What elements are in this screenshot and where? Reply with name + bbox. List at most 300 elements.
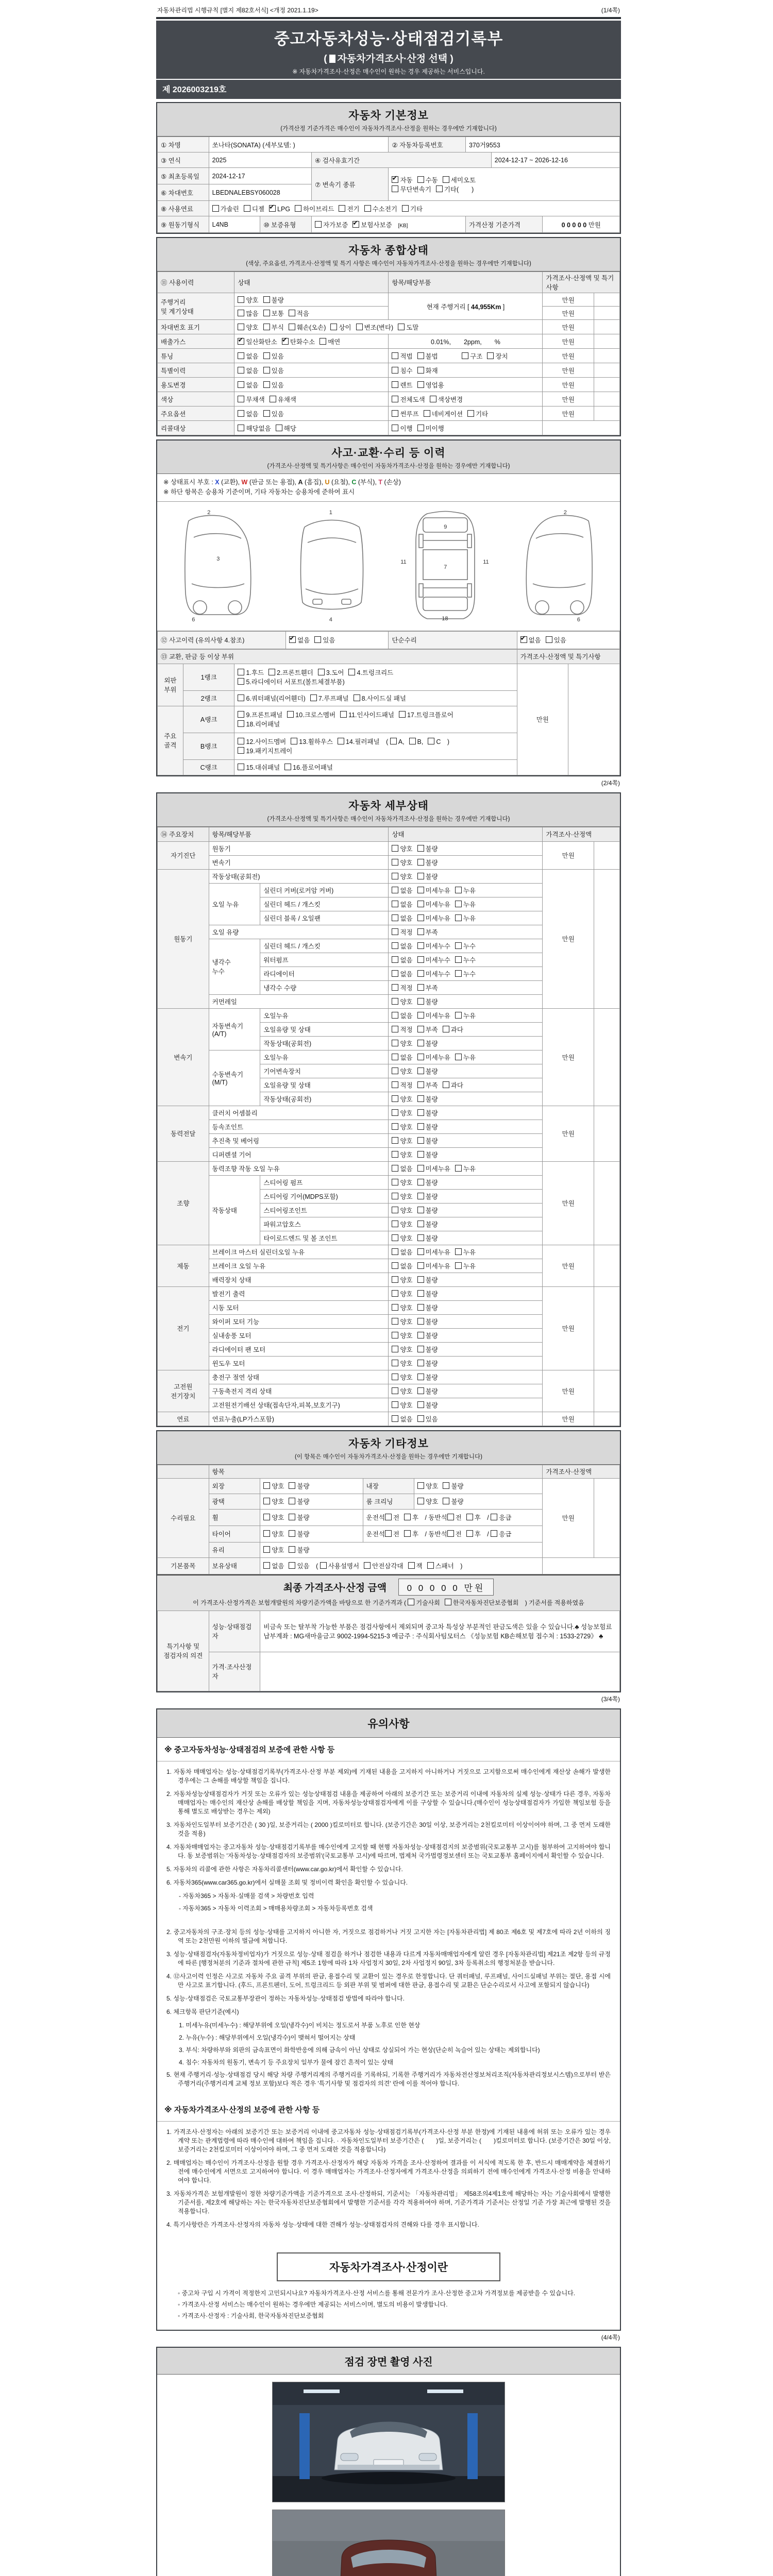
unchecked-box-icon[interactable]: [392, 887, 398, 893]
unchecked-box-icon[interactable]: [320, 1562, 327, 1569]
checkbox-무단변속기[interactable]: 무단변속기: [392, 184, 431, 194]
checkbox-있음[interactable]: 있음: [263, 351, 284, 361]
checkbox-자동[interactable]: ✔자동: [392, 175, 412, 184]
checkbox-누유[interactable]: 누유: [455, 900, 476, 909]
unchecked-box-icon[interactable]: [392, 367, 398, 374]
checkbox-양호[interactable]: 양호: [392, 1150, 412, 1159]
unchecked-box-icon[interactable]: [392, 1193, 398, 1199]
unchecked-box-icon[interactable]: [238, 720, 244, 727]
checkbox-불량[interactable]: 불량: [417, 1303, 438, 1312]
checkbox-전기[interactable]: 전기: [339, 204, 359, 213]
unchecked-box-icon[interactable]: [417, 942, 424, 949]
unchecked-box-icon[interactable]: [443, 1081, 449, 1088]
checkbox-없음[interactable]: 없음: [392, 886, 412, 895]
unchecked-box-icon[interactable]: [417, 873, 424, 879]
unchecked-box-icon[interactable]: [455, 1054, 462, 1060]
unchecked-box-icon[interactable]: [392, 1415, 398, 1422]
checkbox-양호[interactable]: 양호: [392, 1359, 412, 1368]
checkbox-14.필러패널[interactable]: 14.필러패널: [338, 737, 380, 746]
checkbox-적음[interactable]: 적음: [289, 309, 309, 318]
unchecked-box-icon[interactable]: [289, 1530, 295, 1537]
unchecked-box-icon[interactable]: [491, 1514, 497, 1520]
unchecked-box-icon[interactable]: [238, 669, 244, 675]
checkbox-전[interactable]: 전: [447, 1513, 462, 1522]
checkbox-세미오토[interactable]: 세미오토: [443, 175, 476, 184]
checkbox-불량[interactable]: 불량: [289, 1497, 309, 1506]
unchecked-box-icon[interactable]: [392, 942, 398, 949]
unchecked-box-icon[interactable]: [455, 1165, 462, 1172]
unchecked-box-icon[interactable]: [289, 1546, 295, 1553]
checkbox-양호[interactable]: 양호: [392, 858, 412, 867]
checkbox-미세누유[interactable]: 미세누유: [417, 886, 450, 895]
unchecked-box-icon[interactable]: [295, 205, 301, 212]
checkbox-영업용[interactable]: 영업용: [417, 380, 444, 389]
checkbox-기술사회[interactable]: 기술사회: [408, 1598, 440, 1607]
checkbox-누유[interactable]: 누유: [455, 1164, 476, 1173]
checkbox-후[interactable]: 후: [404, 1513, 418, 1522]
unchecked-box-icon[interactable]: [404, 1514, 411, 1520]
checkbox-불량[interactable]: 불량: [417, 1219, 438, 1229]
unchecked-box-icon[interactable]: [392, 410, 398, 417]
unchecked-box-icon[interactable]: [263, 381, 270, 388]
checkbox-적정[interactable]: 적정: [392, 983, 412, 992]
checkbox-양호[interactable]: 양호: [392, 1192, 412, 1201]
unchecked-box-icon[interactable]: [268, 669, 275, 675]
unchecked-box-icon[interactable]: [392, 1123, 398, 1130]
checkbox-렌트[interactable]: 렌트: [392, 380, 412, 389]
checkbox-19.패키지트레이[interactable]: 19.패키지트레이: [238, 746, 292, 755]
unchecked-box-icon[interactable]: [364, 1562, 371, 1569]
unchecked-box-icon[interactable]: [289, 310, 295, 316]
unchecked-box-icon[interactable]: [430, 396, 436, 402]
checkbox-양호[interactable]: 양호: [392, 1233, 412, 1243]
unchecked-box-icon[interactable]: [443, 1498, 449, 1504]
checkbox-불량[interactable]: 불량: [417, 1039, 438, 1048]
checkbox-B,[interactable]: B,: [409, 738, 424, 745]
checkbox-도말[interactable]: 도말: [398, 323, 418, 332]
checkbox-누수[interactable]: 누수: [455, 941, 476, 951]
unchecked-box-icon[interactable]: [417, 1290, 424, 1297]
unchecked-box-icon[interactable]: [417, 1109, 424, 1116]
checkbox-16.플로어패널[interactable]: 16.플로어패널: [284, 762, 333, 772]
checkbox-적정[interactable]: 적정: [392, 1080, 412, 1090]
checkbox-색상변경[interactable]: 색상변경: [430, 395, 463, 404]
unchecked-box-icon[interactable]: [392, 1401, 398, 1408]
unchecked-box-icon[interactable]: [436, 185, 443, 192]
checkbox-썬루프[interactable]: 썬루프: [392, 409, 418, 418]
unchecked-box-icon[interactable]: [417, 1248, 424, 1255]
checkbox-미세누유[interactable]: 미세누유: [417, 1261, 450, 1270]
checkbox-불량[interactable]: 불량: [263, 295, 284, 304]
unchecked-box-icon[interactable]: [263, 352, 270, 359]
checkbox-양호[interactable]: 양호: [392, 1331, 412, 1340]
checkbox-없음[interactable]: 없음: [392, 955, 412, 964]
checkbox-15.대쉬패널[interactable]: 15.대쉬패널: [238, 762, 280, 772]
checkbox-스패너[interactable]: 스패너: [427, 1561, 454, 1570]
checkbox-누유[interactable]: 누유: [455, 913, 476, 923]
unchecked-box-icon[interactable]: [276, 425, 282, 431]
checkbox-양호[interactable]: 양호: [238, 295, 258, 304]
checkbox-9.프론트패널[interactable]: 9.프론트패널: [238, 710, 282, 719]
checkbox-양호[interactable]: 양호: [263, 1513, 284, 1522]
checkbox-상이[interactable]: 상이: [330, 323, 351, 332]
checkbox-불량[interactable]: 불량: [417, 1289, 438, 1298]
unchecked-box-icon[interactable]: [263, 367, 270, 374]
unchecked-box-icon[interactable]: [417, 1123, 424, 1130]
checkbox-불량[interactable]: 불량: [417, 997, 438, 1006]
unchecked-box-icon[interactable]: [392, 1067, 398, 1074]
checkbox-미이행[interactable]: 미이행: [417, 423, 444, 433]
checkbox-불량[interactable]: 불량: [417, 1400, 438, 1410]
checkbox-누유[interactable]: 누유: [455, 886, 476, 895]
unchecked-box-icon[interactable]: [392, 984, 398, 991]
checkbox-양호[interactable]: 양호: [392, 1206, 412, 1215]
checkbox-없음[interactable]: 없음: [392, 1261, 412, 1270]
unchecked-box-icon[interactable]: [408, 1562, 415, 1569]
unchecked-box-icon[interactable]: [443, 1482, 449, 1489]
checkbox-수동[interactable]: 수동: [417, 175, 438, 184]
checkbox-미세누수[interactable]: 미세누수: [417, 955, 450, 964]
unchecked-box-icon[interactable]: [289, 1514, 295, 1520]
unchecked-box-icon[interactable]: [392, 873, 398, 879]
unchecked-box-icon[interactable]: [238, 747, 244, 754]
unchecked-box-icon[interactable]: [315, 221, 322, 228]
checkbox-양호[interactable]: 양호: [392, 1289, 412, 1298]
checkbox-미세누유[interactable]: 미세누유: [417, 913, 450, 923]
unchecked-box-icon[interactable]: [392, 1109, 398, 1116]
checkbox-미세누유[interactable]: 미세누유: [417, 1164, 450, 1173]
checkbox-양호[interactable]: 양호: [392, 1122, 412, 1131]
checkbox-있음[interactable]: 있음: [546, 635, 566, 645]
unchecked-box-icon[interactable]: [417, 1318, 424, 1325]
unchecked-box-icon[interactable]: [417, 1332, 424, 1338]
unchecked-box-icon[interactable]: [392, 1360, 398, 1366]
unchecked-box-icon[interactable]: [417, 1346, 424, 1352]
checkbox-응급[interactable]: 응급: [491, 1513, 511, 1522]
unchecked-box-icon[interactable]: [392, 1290, 398, 1297]
checkbox-양호[interactable]: 양호: [392, 1275, 412, 1284]
checkbox-변조(변타)[interactable]: 변조(변타): [356, 323, 394, 332]
unchecked-box-icon[interactable]: [392, 1026, 398, 1032]
checkbox-있음[interactable]: 있음: [289, 1561, 309, 1570]
unchecked-box-icon[interactable]: [238, 396, 244, 402]
checkbox-17.트렁크플로어[interactable]: 17.트렁크플로어: [399, 710, 453, 719]
unchecked-box-icon[interactable]: [417, 970, 424, 977]
checkbox-해당[interactable]: 해당: [276, 423, 296, 433]
unchecked-box-icon[interactable]: [330, 324, 337, 330]
unchecked-box-icon[interactable]: [417, 1262, 424, 1269]
unchecked-box-icon[interactable]: [447, 1530, 454, 1537]
checkbox-무채색[interactable]: 무채색: [238, 395, 264, 404]
unchecked-box-icon[interactable]: [263, 1498, 270, 1504]
unchecked-box-icon[interactable]: [417, 367, 424, 374]
checked-box-icon[interactable]: [352, 221, 359, 228]
checkbox-양호[interactable]: 양호: [263, 1529, 284, 1538]
checkbox-불량[interactable]: 불량: [417, 1233, 438, 1243]
checkbox-불량[interactable]: 불량: [289, 1529, 309, 1538]
checkbox-불량[interactable]: 불량: [417, 1331, 438, 1340]
unchecked-box-icon[interactable]: [443, 1026, 449, 1032]
checkbox-양호[interactable]: 양호: [392, 1317, 412, 1326]
checkbox-6.쿼터패널(리어휀더)[interactable]: 6.쿼터패널(리어휀더): [238, 693, 305, 703]
unchecked-box-icon[interactable]: [417, 352, 424, 359]
unchecked-box-icon[interactable]: [455, 1262, 462, 1269]
unchecked-box-icon[interactable]: [392, 1151, 398, 1158]
unchecked-box-icon[interactable]: [466, 1514, 473, 1520]
unchecked-box-icon[interactable]: [427, 1562, 434, 1569]
checkbox-해당없음[interactable]: 해당없음: [238, 423, 271, 433]
unchecked-box-icon[interactable]: [417, 1360, 424, 1366]
checked-box-icon[interactable]: [289, 636, 296, 643]
unchecked-box-icon[interactable]: [417, 1401, 424, 1408]
checkbox-전[interactable]: 전: [385, 1529, 399, 1538]
unchecked-box-icon[interactable]: [417, 425, 424, 431]
checkbox-양호[interactable]: 양호: [417, 1497, 438, 1506]
unchecked-box-icon[interactable]: [417, 914, 424, 921]
unchecked-box-icon[interactable]: [417, 1095, 424, 1102]
unchecked-box-icon[interactable]: [238, 678, 244, 685]
unchecked-box-icon[interactable]: [338, 738, 344, 744]
unchecked-box-icon[interactable]: [455, 914, 462, 921]
checkbox-기타[interactable]: 기타: [402, 204, 423, 213]
checkbox-보통[interactable]: 보통: [263, 309, 284, 318]
unchecked-box-icon[interactable]: [455, 887, 462, 893]
checkbox-11.인사이드패널[interactable]: 11.인사이드패널: [340, 710, 394, 719]
checkbox-보험사보증[interactable]: ✔ 보험사보증: [352, 220, 392, 229]
checkbox-불량[interactable]: 불량: [417, 1359, 438, 1368]
checkbox-3.도어[interactable]: 3.도어: [318, 668, 344, 677]
unchecked-box-icon[interactable]: [318, 669, 325, 675]
unchecked-box-icon[interactable]: [392, 1304, 398, 1311]
checkbox-미세누수[interactable]: 미세누수: [417, 941, 450, 951]
unchecked-box-icon[interactable]: [417, 1498, 424, 1504]
unchecked-box-icon[interactable]: [417, 845, 424, 852]
unchecked-box-icon[interactable]: [455, 901, 462, 907]
checkbox-전체도색[interactable]: 전체도색: [392, 395, 425, 404]
unchecked-box-icon[interactable]: [417, 1207, 424, 1213]
unchecked-box-icon[interactable]: [417, 887, 424, 893]
unchecked-box-icon[interactable]: [289, 1498, 295, 1504]
unchecked-box-icon[interactable]: [392, 1221, 398, 1227]
unchecked-box-icon[interactable]: [417, 956, 424, 963]
unchecked-box-icon[interactable]: [417, 998, 424, 1005]
unchecked-box-icon[interactable]: [417, 1137, 424, 1144]
unchecked-box-icon[interactable]: [417, 1165, 424, 1172]
unchecked-box-icon[interactable]: [392, 845, 398, 852]
checkbox-없음[interactable]: 없음: [392, 1414, 412, 1423]
unchecked-box-icon[interactable]: [428, 738, 434, 744]
unchecked-box-icon[interactable]: [356, 324, 363, 330]
unchecked-box-icon[interactable]: [408, 1599, 414, 1605]
checkbox-없음[interactable]: 없음: [392, 1247, 412, 1257]
unchecked-box-icon[interactable]: [385, 1514, 392, 1520]
unchecked-box-icon[interactable]: [417, 1374, 424, 1380]
unchecked-box-icon[interactable]: [238, 324, 244, 330]
checkbox-이행[interactable]: 이행: [392, 423, 412, 433]
checkbox-후[interactable]: 후: [466, 1529, 481, 1538]
checkbox-C[interactable]: C: [428, 738, 441, 745]
checkbox-양호[interactable]: 양호: [392, 872, 412, 881]
checkbox-A,[interactable]: A,: [390, 738, 405, 745]
unchecked-box-icon[interactable]: [289, 324, 295, 330]
checkbox-불법[interactable]: 불법: [417, 351, 438, 361]
unchecked-box-icon[interactable]: [392, 1387, 398, 1394]
checkbox-양호[interactable]: 양호: [392, 997, 412, 1006]
unchecked-box-icon[interactable]: [392, 901, 398, 907]
unchecked-box-icon[interactable]: [455, 1248, 462, 1255]
checkbox-없음[interactable]: ✔ 없음: [289, 635, 310, 645]
unchecked-box-icon[interactable]: [340, 711, 347, 718]
unchecked-box-icon[interactable]: [392, 1276, 398, 1283]
checkbox-미세누유[interactable]: 미세누유: [417, 1247, 450, 1257]
unchecked-box-icon[interactable]: [455, 970, 462, 977]
checkbox-양호[interactable]: 양호: [392, 1400, 412, 1410]
unchecked-box-icon[interactable]: [417, 1179, 424, 1185]
unchecked-box-icon[interactable]: [238, 367, 244, 374]
unchecked-box-icon[interactable]: [417, 1040, 424, 1046]
unchecked-box-icon[interactable]: [314, 636, 321, 643]
checkbox-불량[interactable]: 불량: [443, 1497, 463, 1506]
checkbox-양호[interactable]: 양호: [392, 1108, 412, 1117]
unchecked-box-icon[interactable]: [417, 1067, 424, 1074]
checkbox-없음[interactable]: ✔ 없음: [520, 635, 541, 645]
checkbox-사용설명서[interactable]: 사용설명서: [320, 1561, 359, 1570]
checkbox-양호[interactable]: 양호: [263, 1481, 284, 1490]
checkbox-있음[interactable]: 있음: [263, 366, 284, 375]
unchecked-box-icon[interactable]: [392, 1262, 398, 1269]
checkbox-잭[interactable]: 잭: [408, 1561, 423, 1570]
unchecked-box-icon[interactable]: [455, 956, 462, 963]
unchecked-box-icon[interactable]: [392, 1040, 398, 1046]
checkbox-자가보증[interactable]: 자가보증: [315, 220, 348, 229]
checkbox-전[interactable]: 전: [385, 1513, 399, 1522]
checkbox-안전삼각대[interactable]: 안전삼각대: [364, 1561, 403, 1570]
checkbox-부족[interactable]: 부족: [417, 1080, 438, 1090]
checked-box-icon[interactable]: [392, 176, 398, 183]
unchecked-box-icon[interactable]: [348, 669, 355, 675]
checkbox-누수[interactable]: 누수: [455, 969, 476, 978]
checkbox-한국자동차진단보증협회[interactable]: 한국자동차진단보증협회: [445, 1598, 519, 1607]
unchecked-box-icon[interactable]: [392, 998, 398, 1005]
unchecked-box-icon[interactable]: [417, 1415, 424, 1422]
unchecked-box-icon[interactable]: [390, 738, 397, 744]
checkbox-2.프론트휀더[interactable]: 2.프론트휀더: [268, 668, 313, 677]
checkbox-불량[interactable]: 불량: [417, 1206, 438, 1215]
checkbox-없음[interactable]: 없음: [238, 351, 258, 361]
checkbox-불량[interactable]: 불량: [417, 1108, 438, 1117]
unchecked-box-icon[interactable]: [385, 1530, 392, 1537]
unchecked-box-icon[interactable]: [263, 296, 270, 303]
checkbox-네비게이션[interactable]: 네비게이션: [424, 409, 463, 418]
checkbox-부족[interactable]: 부족: [417, 1025, 438, 1034]
unchecked-box-icon[interactable]: [392, 1374, 398, 1380]
unchecked-box-icon[interactable]: [445, 1599, 451, 1605]
checkbox-8.사이드실 패널[interactable]: 8.사이드실 패널: [354, 693, 406, 703]
checkbox-불량[interactable]: 불량: [417, 1122, 438, 1131]
unchecked-box-icon[interactable]: [417, 928, 424, 935]
unchecked-box-icon[interactable]: [404, 1530, 411, 1537]
checkbox-양호[interactable]: 양호: [263, 1497, 284, 1506]
checkbox-양호[interactable]: 양호: [392, 1039, 412, 1048]
checkbox-1.후드[interactable]: 1.후드: [238, 668, 264, 677]
checkbox-적법[interactable]: 적법: [392, 351, 412, 361]
unchecked-box-icon[interactable]: [270, 396, 276, 402]
unchecked-box-icon[interactable]: [287, 711, 294, 718]
checkbox-훼손(오손)[interactable]: 훼손(오손): [289, 323, 326, 332]
unchecked-box-icon[interactable]: [320, 338, 326, 345]
unchecked-box-icon[interactable]: [417, 859, 424, 866]
unchecked-box-icon[interactable]: [392, 1332, 398, 1338]
unchecked-box-icon[interactable]: [455, 1012, 462, 1019]
unchecked-box-icon[interactable]: [392, 425, 398, 431]
checkbox-없음[interactable]: 없음: [392, 1053, 412, 1062]
checkbox-4.트렁크리드[interactable]: 4.트렁크리드: [348, 668, 393, 677]
checkbox-디젤[interactable]: 디젤: [244, 204, 264, 213]
checkbox-부식[interactable]: 부식: [263, 323, 284, 332]
checked-box-icon[interactable]: [269, 205, 276, 212]
checkbox-미세누유[interactable]: 미세누유: [417, 1053, 450, 1062]
unchecked-box-icon[interactable]: [417, 1482, 424, 1489]
checkbox-양호[interactable]: 양호: [392, 844, 412, 853]
checkbox-양호[interactable]: 양호: [238, 323, 258, 332]
unchecked-box-icon[interactable]: [238, 352, 244, 359]
unchecked-box-icon[interactable]: [263, 1546, 270, 1553]
checkbox-화재[interactable]: 화재: [417, 366, 438, 375]
checkbox-유채색[interactable]: 유채색: [270, 395, 296, 404]
unchecked-box-icon[interactable]: [491, 1530, 497, 1537]
unchecked-box-icon[interactable]: [409, 738, 416, 744]
unchecked-box-icon[interactable]: [392, 859, 398, 866]
checkbox-18.리어패널[interactable]: 18.리어패널: [238, 719, 280, 728]
unchecked-box-icon[interactable]: [284, 764, 291, 770]
unchecked-box-icon[interactable]: [392, 1248, 398, 1255]
checkbox-5.라디에이터 서포트(볼트체결부품)[interactable]: 5.라디에이터 서포트(볼트체결부품): [238, 677, 344, 686]
checkbox-일산화탄소[interactable]: ✔ 일산화탄소: [238, 337, 277, 346]
unchecked-box-icon[interactable]: [392, 1318, 398, 1325]
unchecked-box-icon[interactable]: [392, 970, 398, 977]
checkbox-미세누수[interactable]: 미세누수: [417, 969, 450, 978]
unchecked-box-icon[interactable]: [546, 636, 552, 643]
checkbox-불량[interactable]: 불량: [417, 1094, 438, 1104]
checkbox-없음[interactable]: 없음: [263, 1561, 284, 1570]
unchecked-box-icon[interactable]: [392, 1054, 398, 1060]
unchecked-box-icon[interactable]: [392, 396, 398, 402]
checkbox-미세누유[interactable]: 미세누유: [417, 1011, 450, 1020]
unchecked-box-icon[interactable]: [417, 1026, 424, 1032]
unchecked-box-icon[interactable]: [417, 1304, 424, 1311]
unchecked-box-icon[interactable]: [339, 205, 345, 212]
unchecked-box-icon[interactable]: [263, 324, 270, 330]
checkbox-매연[interactable]: 매연: [320, 337, 340, 346]
checkbox-양호[interactable]: 양호: [392, 1345, 412, 1354]
checkbox-후[interactable]: 후: [466, 1513, 481, 1522]
unchecked-box-icon[interactable]: [238, 381, 244, 388]
unchecked-box-icon[interactable]: [417, 1151, 424, 1158]
unchecked-box-icon[interactable]: [443, 176, 449, 183]
unchecked-box-icon[interactable]: [392, 1081, 398, 1088]
unchecked-box-icon[interactable]: [238, 711, 244, 718]
unchecked-box-icon[interactable]: [238, 425, 244, 431]
checkbox-없음[interactable]: 없음: [392, 900, 412, 909]
unchecked-box-icon[interactable]: [392, 352, 398, 359]
checkbox-양호[interactable]: 양호: [392, 1136, 412, 1145]
unchecked-box-icon[interactable]: [392, 1207, 398, 1213]
unchecked-box-icon[interactable]: [447, 1514, 454, 1520]
unchecked-box-icon[interactable]: [398, 324, 405, 330]
unchecked-box-icon[interactable]: [392, 1234, 398, 1241]
unchecked-box-icon[interactable]: [402, 205, 409, 212]
checkbox-탄화수소[interactable]: ✔ 탄화수소: [282, 337, 315, 346]
